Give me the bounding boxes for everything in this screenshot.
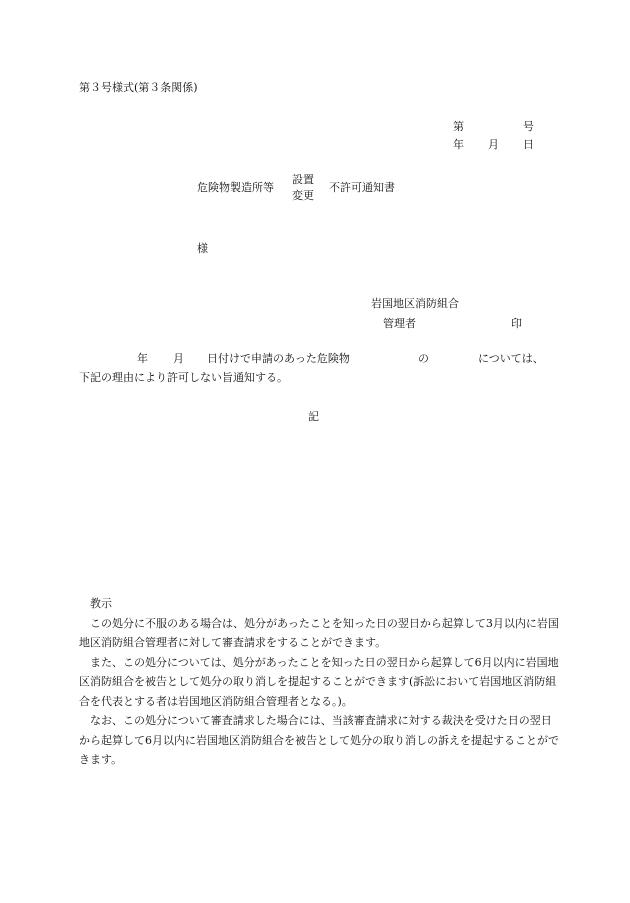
date-day: 日 — [523, 138, 534, 151]
ki-note-heading: 記 — [308, 410, 319, 423]
instruction-section — [79, 594, 559, 770]
issuer-title: 管理者 — [383, 317, 416, 330]
doc-number-suffix: 号 — [523, 120, 534, 133]
body-text-regarding: については、 — [478, 352, 544, 365]
instruction-paragraph-2: また、この処分については、処分があったことを知った日の翌日から起算して6月以内に岩国地区消防組合を被告として処分の取り消しを提起することができます(訴訟において岩国地区消防組合を代表とする者は岩国地区消防組合管理者となる。)。 — [79, 655, 559, 708]
issuer-organization: 岩国地区消防組合 — [371, 297, 459, 310]
body-month: 月 — [173, 352, 184, 365]
instruction-paragraph-3: なお、この処分について審査請求した場合には、当該審査請求に対する裁決を受けた日の翌日から起算して6月以内に岩国地区消防組合を被告として処分の取り消しの訴えを提起することができます。 — [79, 714, 559, 766]
title-option-install: 設置 — [292, 173, 314, 186]
instruction-heading: 教示 — [90, 597, 112, 610]
body-text-application: 日付けで申請のあった危険物 — [207, 352, 350, 365]
title-facility: 危険物製造所等 — [197, 181, 274, 194]
title-notice: 不許可通知書 — [329, 181, 395, 194]
doc-number-prefix: 第 — [453, 120, 464, 133]
title-option-change: 変更 — [292, 189, 314, 202]
date-month: 月 — [488, 138, 499, 151]
body-text-reason: 下記の理由により許可しない旨通知する。 — [79, 371, 288, 384]
addressee-suffix: 様 — [197, 242, 208, 255]
seal-mark: 印 — [511, 317, 522, 330]
date-year: 年 — [453, 138, 464, 151]
instruction-paragraph-1: この処分に不服のある場合は、処分があったことを知った日の翌日から起算して3月以内に岩国地区消防組合管理者に対して審査請求をすることができます。 — [79, 616, 559, 649]
form-number: 第３号様式(第３条関係) — [79, 81, 198, 94]
body-particle-no: の — [418, 352, 429, 365]
body-year: 年 — [137, 352, 148, 365]
